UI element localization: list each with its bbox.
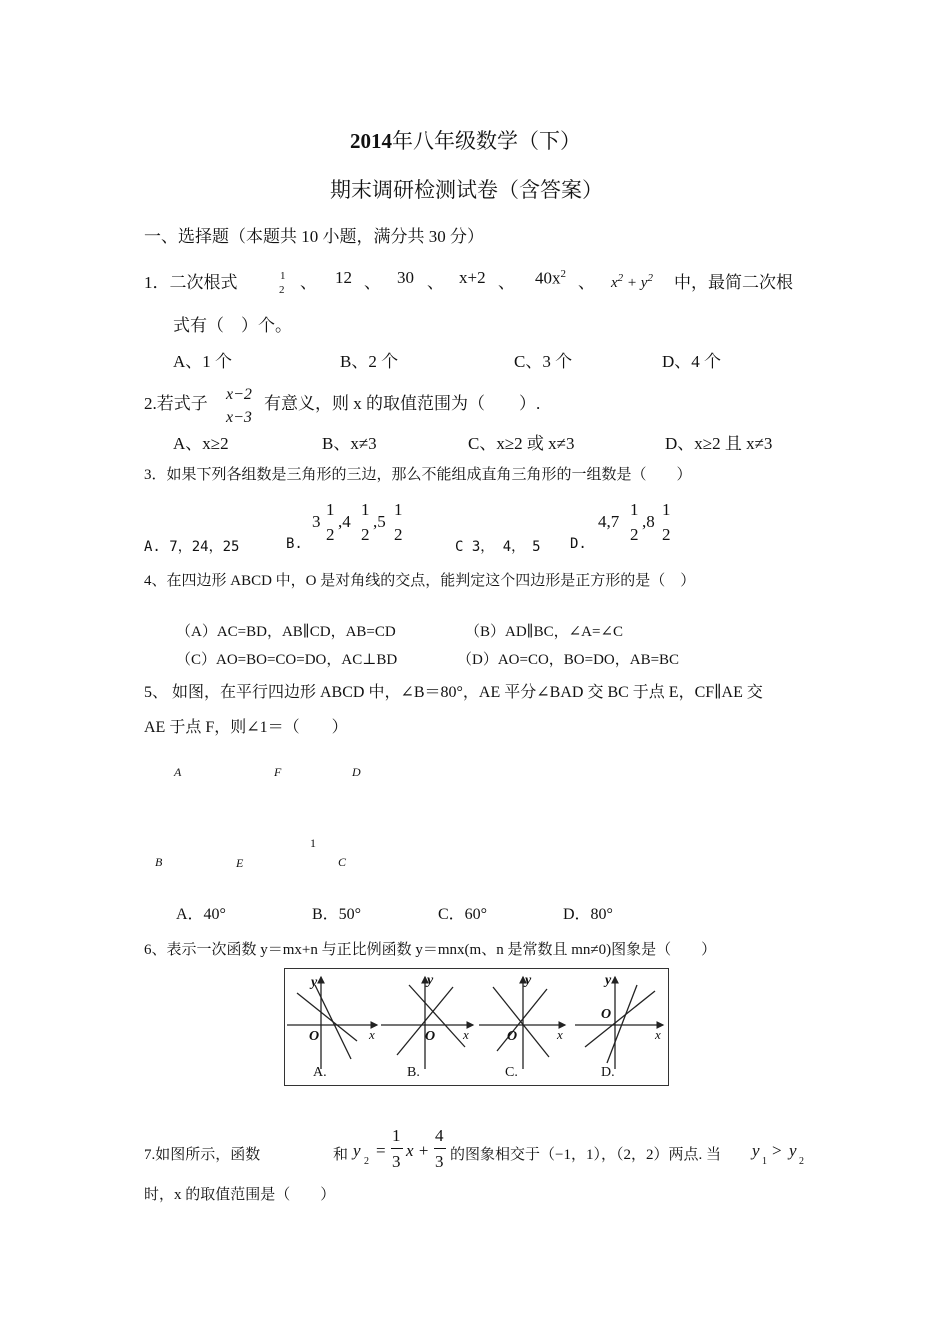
q6-graphs-figure [284,968,669,1086]
q3-option-d-label: D. [570,536,587,552]
q5-label-b: B [155,855,163,869]
q2-lead: 2.若式子 [144,394,208,413]
q5-option-c: C．60° [438,906,488,923]
q2-option-c: C、x≥2 或 x≠3 [468,434,575,453]
graph-a-x: x [369,1027,375,1042]
q1-r6-plus: + y [626,275,648,291]
q1-sep3: 、 [427,273,444,292]
graph-a-label: A. [313,1065,327,1080]
q1-r5-base: 40x [535,268,561,288]
graph-d-x: x [655,1027,661,1042]
page-title [350,125,581,155]
q7-lead: 7.如图所示，函数 [144,1147,261,1163]
q2-num: x−2 [226,386,252,403]
q7-y2: y [353,1141,361,1160]
q7-and: 和 [333,1147,349,1163]
q7-f1-den: 3 [392,1152,401,1171]
q7-y2-sub: 2 [364,1156,369,1167]
q1-option-c: C、3 个 [514,352,573,371]
q5-label-e: E [236,856,244,870]
q1-r6 [611,272,653,292]
q1-option-b: B、2 个 [340,352,399,371]
q1-line2: 式有（ ）个。 [173,316,292,335]
q3-b-half3-den: 2 [394,525,403,544]
graph-b-o: O [425,1029,436,1044]
graph-b-label: B. [407,1065,420,1080]
q1-r5-sup: 2 [560,268,566,280]
q5-label-f: F [274,765,282,779]
q1-r6-sup2: 2 [647,272,653,284]
q5-label-d: D [352,765,361,779]
q3-d-half2-den: 2 [662,525,671,544]
graph-c-y: y [525,973,532,988]
q3-b-5: ,5 [373,512,386,531]
q3-b-4: ,4 [338,512,351,531]
q7-gt: > [772,1141,782,1160]
q5-option-b: B．50° [312,906,362,923]
q1-r1-den: 2 [279,284,285,296]
q1-r6-sup1: 2 [617,272,624,284]
title-text: 年八年级数学（下） [392,129,581,153]
q2-option-d: D、x≥2 且 x≠3 [665,434,773,453]
q7-f1-num: 1 [392,1126,401,1145]
q3-b-half3-num: 1 [394,500,403,519]
q5-option-a: A．40° [176,906,226,923]
q1-option-a: A、1 个 [173,352,233,371]
q7-f2-num: 4 [435,1126,444,1145]
q5-label-1: 1 [310,836,316,850]
q1-option-d: D、4 个 [662,352,722,371]
q4-text: 4、在四边形 ABCD 中，O 是对角线的交点，能判定这个四边形是正方形的是（ ） [144,573,696,589]
graph-d-label: D. [601,1065,615,1080]
q3-b-half1-num: 1 [326,500,335,519]
q1-r5 [535,268,566,289]
q2-tail: 有意义，则 x 的取值范围为（ ）. [264,394,541,413]
q3-b-half2-num: 1 [361,500,370,519]
q7-f2-bar [434,1148,446,1149]
graph-b-x: x [463,1027,469,1042]
q4-option-b: （B）AD∥BC，∠A=∠C [465,624,624,640]
q3-b-3: 3 [312,512,321,531]
graph-d-o: O [601,1007,612,1022]
q3-option-a: A. 7，24，25 [144,539,240,555]
q4-option-c: （C）AO=BO=CO=DO，AC⊥BD [176,652,398,668]
graph-b-y: y [427,973,434,988]
q2-option-a: A、x≥2 [173,434,229,453]
q1-r6-x: x [611,275,618,291]
q2-option-b: B、x≠3 [322,434,377,453]
q3-option-b-label: B. [286,536,303,552]
q2-den: x−3 [226,409,252,426]
graph-b [381,977,473,1069]
q7-y2b: y [789,1141,797,1160]
graph-d-y: y [605,973,612,988]
q3-d-8: ,8 [642,512,655,531]
q3-text: 3．如果下列各组数是三角形的三边，那么不能组成直角三角形的一组数是（ ） [144,467,692,483]
q7-tail: 的图象相交于（−1，1），（2，2）两点. 当 [450,1147,721,1163]
q5-label-c: C [338,855,347,869]
q3-d-half2-num: 1 [662,500,671,519]
q3-d-half1-num: 1 [630,500,639,519]
graph-c-o: O [507,1029,518,1044]
graph-d [575,977,663,1069]
graph-a-y: y [311,975,318,990]
q1-r1-num: 1 [280,270,286,282]
q1-sep5: 、 [578,273,595,292]
page-subtitle: 期末调研检测试卷（含答案） [330,178,603,202]
graph-c [479,977,565,1069]
q3-option-c: C 3， 4， 5 [455,539,541,555]
graph-a-o: O [309,1029,320,1044]
graph-a [287,977,377,1069]
q3-d-47: 4,7 [598,512,620,531]
q7-y1-sub: 1 [762,1156,767,1167]
q5-line2: AE 于点 F，则∠1＝（ ） [144,719,348,736]
graph-c-x: x [557,1027,563,1042]
q1-r3: 30 [397,268,414,287]
q4-option-a: （A）AC=BD，AB∥CD，AB=CD [176,624,396,640]
q3-b-half2-den: 2 [361,525,370,544]
q5-line1: 5、 如图，在平行四边形 ABCD 中，∠B＝80°，AE 平分∠BAD 交 BC 于点 E，CF∥AE 交 [144,684,763,701]
q7-xplus: x + [406,1141,430,1160]
q4-option-d: （D）AO=CO，BO=DO，AB=BC [457,652,680,668]
q7-y2b-sub: 2 [799,1156,804,1167]
q3-b-half1-den: 2 [326,525,335,544]
q7-eq: = [376,1141,386,1160]
q7-line2: 时，x 的取值范围是（ ） [144,1187,336,1203]
q7-f1-bar [391,1148,403,1149]
q7-f2-den: 3 [435,1152,444,1171]
q1-lead: 1．二次根式 [144,273,238,292]
q1-sep2: 、 [364,273,381,292]
q6-text: 6、表示一次函数 y＝mx+n 与正比例函数 y＝mnx(m、n 是常数且 mn≠0)图象是（ ） [144,942,717,958]
q1-sep1: 、 [300,273,317,292]
q5-label-a: A [174,765,182,779]
q1-r2: 12 [335,268,352,287]
graph-c-label: C. [505,1065,518,1080]
q1-r4: x+2 [459,268,486,287]
q1-tail: 中，最简二次根 [674,273,793,292]
title-year: 2014 [350,129,392,153]
q7-y1: y [752,1141,760,1160]
section-heading: 一、选择题（本题共 10 小题，满分共 30 分） [144,227,484,246]
q3-d-half1-den: 2 [630,525,639,544]
q1-sep4: 、 [498,273,515,292]
q5-option-d: D．80° [563,906,613,923]
